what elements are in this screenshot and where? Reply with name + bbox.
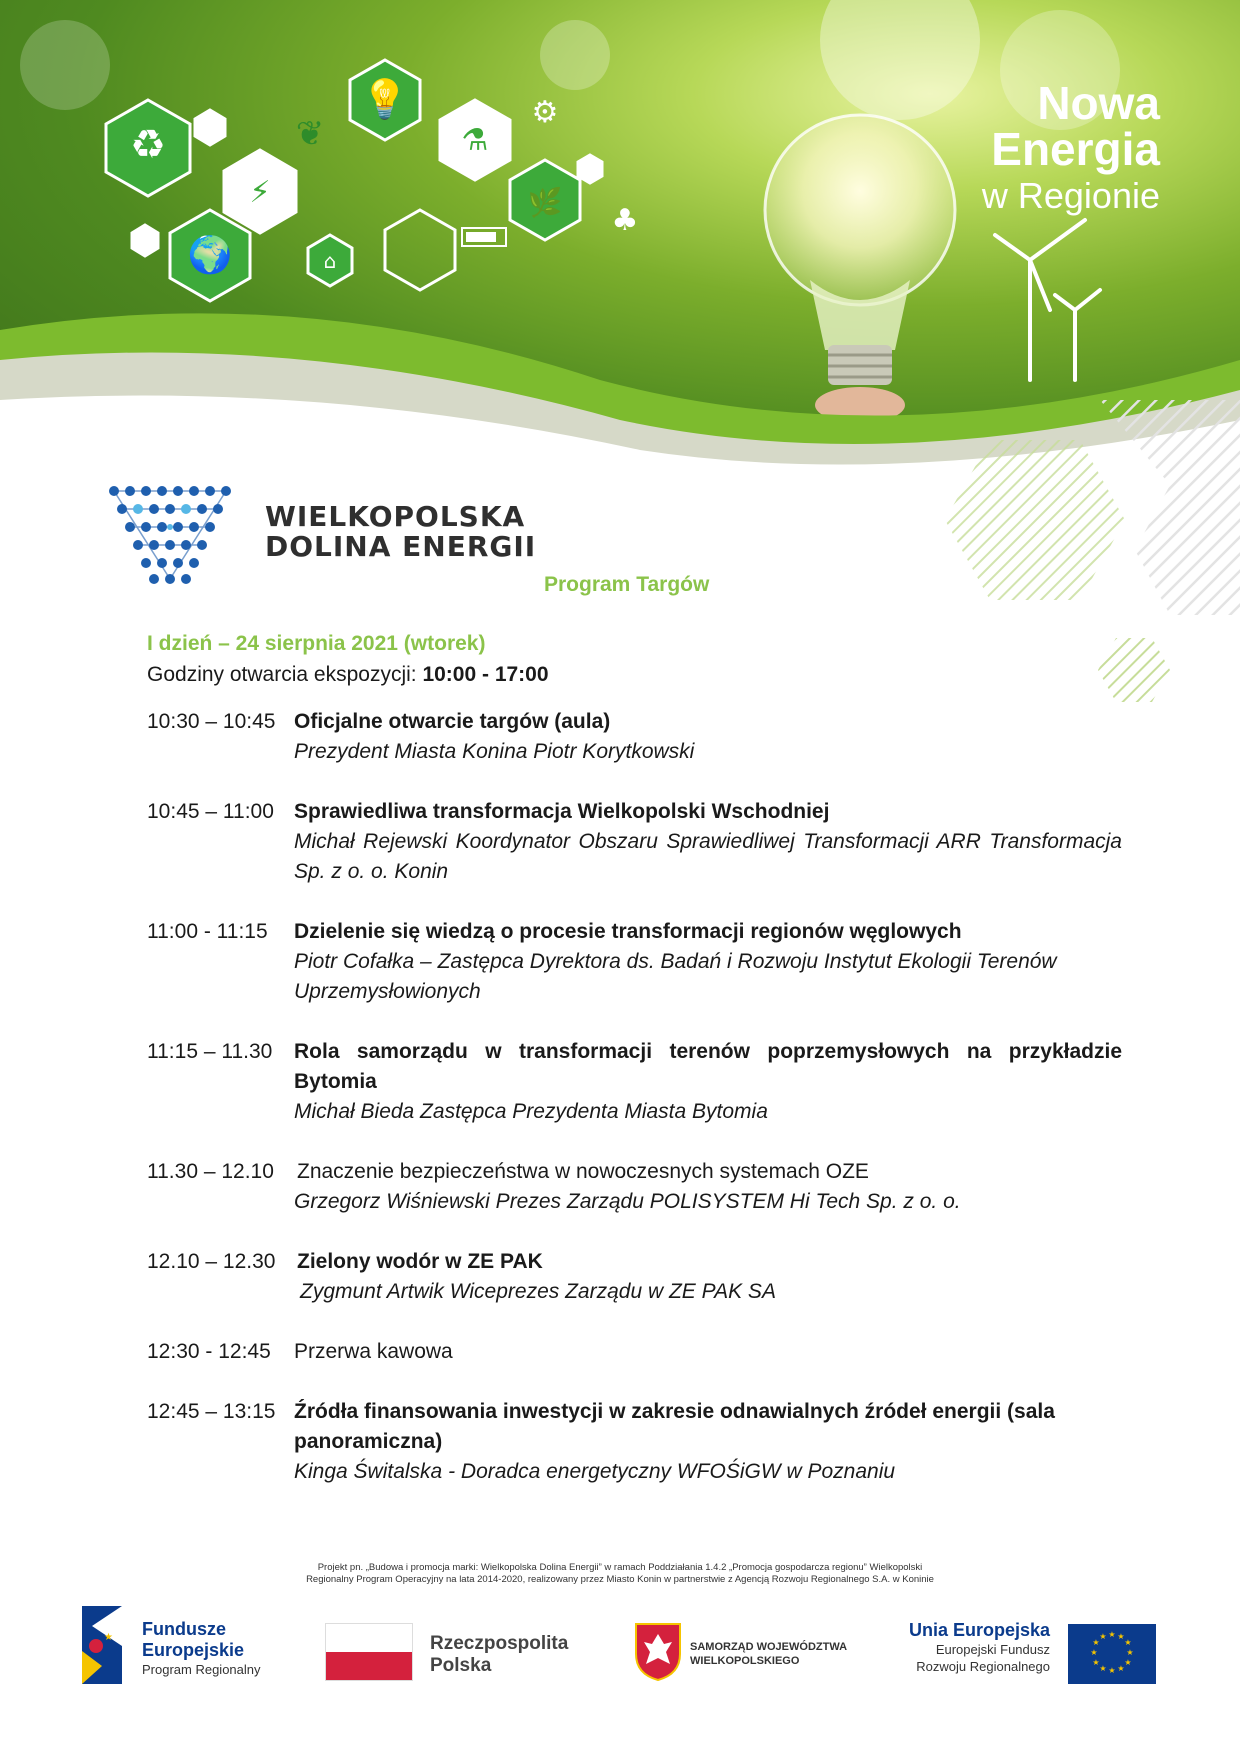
svg-text:🌍: 🌍 <box>187 235 233 276</box>
ue-line1: Unia Europejska <box>908 1620 1050 1640</box>
fundusze-europejskie-logo-icon <box>82 1606 130 1684</box>
agenda-title: Rola samorządu w transformacji terenów poprzemysłowych na przykładzie Bytomia <box>294 1040 1122 1093</box>
agenda-item <box>147 1157 1122 1217</box>
agenda-time: 11:15 – 11.30 <box>147 1040 273 1063</box>
agenda-title: Oficjalne otwarcie targów (aula) <box>294 710 611 733</box>
unia-europejska-name <box>860 1620 1050 1675</box>
ue-line3: Rozwoju Regionalnego <box>916 1659 1050 1674</box>
footnote-line1: Projekt pn. „Budowa i promocja marki: Wielkopolska Dolina Energii” w ramach Poddziałania 1.4.2 „Promocja gospodarcza regionu” Wielkopolski <box>317 1562 923 1573</box>
agenda-title: Przerwa kawowa <box>294 1340 453 1363</box>
agenda-speaker: Kinga Świtalska - Doradca energetyczny WFOŚiGW w Poznaniu <box>294 1460 896 1483</box>
day-title: I dzień – 24 sierpnia 2021 (wtorek) <box>147 632 486 655</box>
fe-line2: Europejskie <box>142 1640 245 1660</box>
agenda-list <box>147 707 1122 1487</box>
agenda-speaker: Prezydent Miasta Konina Piotr Korytkowski <box>294 740 695 763</box>
svg-text:⚙: ⚙ <box>531 95 559 130</box>
logo-line2: DOLINA ENERGII <box>265 530 537 563</box>
agenda-time: 12:45 – 13:15 <box>147 1400 276 1423</box>
svg-text:♻: ♻ <box>130 122 166 168</box>
opening-hours <box>147 663 549 687</box>
footnote-line2: Regionalny Program Operacyjny na lata 2014-2020, realizowany przez Miasto Konin w partnerstwie z Agencją Rozwoju Regionalnego S.A. w Koninie <box>306 1574 934 1585</box>
svg-text:🌿: 🌿 <box>527 186 563 219</box>
agenda-time: 11:00 - 11:15 <box>147 920 268 943</box>
opening-hours-value: 10:00 - 17:00 <box>422 663 549 686</box>
agenda-time: 12:30 - 12:45 <box>147 1340 271 1363</box>
svg-text:★: ★ <box>1124 1658 1132 1667</box>
fe-line1: Fundusze <box>142 1619 226 1639</box>
decorative-hatched-hexagons <box>900 400 1240 730</box>
agenda-title: Źródła finansowania inwestycji w zakresie odnawialnych źródeł energii (sala panoramiczna) <box>294 1400 1055 1453</box>
agenda-speaker: Piotr Cofałka – Zastępca Dyrektora ds. Badań i Rozwoju Instytut Ekologii Terenów Uprzemysłowionych <box>294 950 1057 1003</box>
project-footnote <box>240 1562 1000 1586</box>
rp-line2: Polska <box>430 1655 492 1676</box>
svg-text:★: ★ <box>1108 1630 1116 1639</box>
agenda-item <box>147 917 1122 1007</box>
agenda-item <box>147 1037 1122 1127</box>
svg-text:★: ★ <box>1108 1666 1116 1675</box>
opening-hours-label: Godziny otwarcia ekspozycji: <box>147 663 423 686</box>
agenda-title: Dzielenie się wiedzą o procesie transformacji regionów węglowych <box>294 920 962 943</box>
logo-line1: WIELKOPOLSKA <box>265 500 526 533</box>
eu-flag-icon <box>1068 1624 1156 1684</box>
svg-text:★: ★ <box>1117 1664 1125 1673</box>
sw-line2: WIELKOPOLSKIEGO <box>690 1655 800 1667</box>
brand-title-line3: w Regionie <box>981 175 1160 216</box>
agenda-title: Zielony wodór w ZE PAK <box>297 1250 543 1273</box>
program-title: Program Targów <box>544 573 710 596</box>
ue-line2: Europejski Fundusz <box>935 1642 1050 1657</box>
svg-text:♣: ♣ <box>611 203 639 238</box>
rp-line1: Rzeczpospolita <box>430 1633 569 1654</box>
svg-text:★: ★ <box>1099 1632 1107 1641</box>
rzeczpospolita-polska-name <box>430 1633 568 1677</box>
svg-text:⚗: ⚗ <box>461 123 489 158</box>
agenda-item <box>147 1247 1122 1307</box>
agenda-speaker: Michał Bieda Zastępca Prezydenta Miasta Bytomia <box>294 1100 768 1123</box>
wielkopolska-coat-of-arms-icon <box>634 1622 682 1682</box>
agenda-item <box>147 797 1122 887</box>
agenda-item <box>147 1397 1122 1487</box>
brand-title-line2: Energia <box>991 123 1160 175</box>
agenda-time: 11.30 – 12.10 <box>147 1160 274 1183</box>
agenda-time: 10:45 – 11:00 <box>147 800 274 823</box>
agenda-title: Znaczenie bezpieczeństwa w nowoczesnych systemach OZE <box>297 1160 869 1183</box>
fundusze-europejskie-name <box>142 1619 244 1661</box>
agenda-item <box>147 1337 1122 1367</box>
svg-text:★: ★ <box>1126 1648 1134 1657</box>
samorzad-wojewodztwa-name <box>690 1640 847 1668</box>
svg-text:★: ★ <box>1117 1632 1125 1641</box>
agenda-speaker: Grzegorz Wiśniewski Prezes Zarządu POLISYSTEM Hi Tech Sp. z o. o. <box>294 1190 961 1213</box>
svg-text:★: ★ <box>104 1632 113 1643</box>
logo-wordmark <box>265 502 536 562</box>
wielkopolska-dolina-energii-logo-icon <box>108 485 248 585</box>
brand-title-line1: Nowa <box>1037 77 1160 129</box>
svg-text:★: ★ <box>1090 1648 1098 1657</box>
agenda-time: 12.10 – 12.30 <box>147 1250 276 1273</box>
svg-text:⌂: ⌂ <box>323 249 337 273</box>
sw-line1: SAMORZĄD WOJEWÓDZTWA <box>690 1641 848 1653</box>
agenda-speaker: Michał Rejewski Koordynator Obszaru Sprawiedliwej Transformacji ARR Transformacja Sp. z o. o. Konin <box>294 830 1122 883</box>
agenda-time: 10:30 – 10:45 <box>147 710 276 733</box>
svg-text:★: ★ <box>1124 1638 1132 1647</box>
fundusze-europejskie-subtitle: Program Regionalny <box>142 1662 261 1677</box>
svg-text:❦: ❦ <box>295 114 325 154</box>
svg-text:⚡: ⚡ <box>249 175 271 210</box>
agenda-speaker: Zygmunt Artwik Wiceprezes Zarządu w ZE PAK SA <box>300 1280 776 1303</box>
svg-text:★: ★ <box>1092 1638 1100 1647</box>
agenda-title: Sprawiedliwa transformacja Wielkopolski Wschodniej <box>294 800 830 823</box>
polish-flag-icon <box>326 1624 412 1680</box>
svg-text:💡: 💡 <box>361 77 409 121</box>
svg-text:★: ★ <box>1092 1658 1100 1667</box>
agenda-item <box>147 707 1122 767</box>
svg-text:★: ★ <box>1099 1664 1107 1673</box>
